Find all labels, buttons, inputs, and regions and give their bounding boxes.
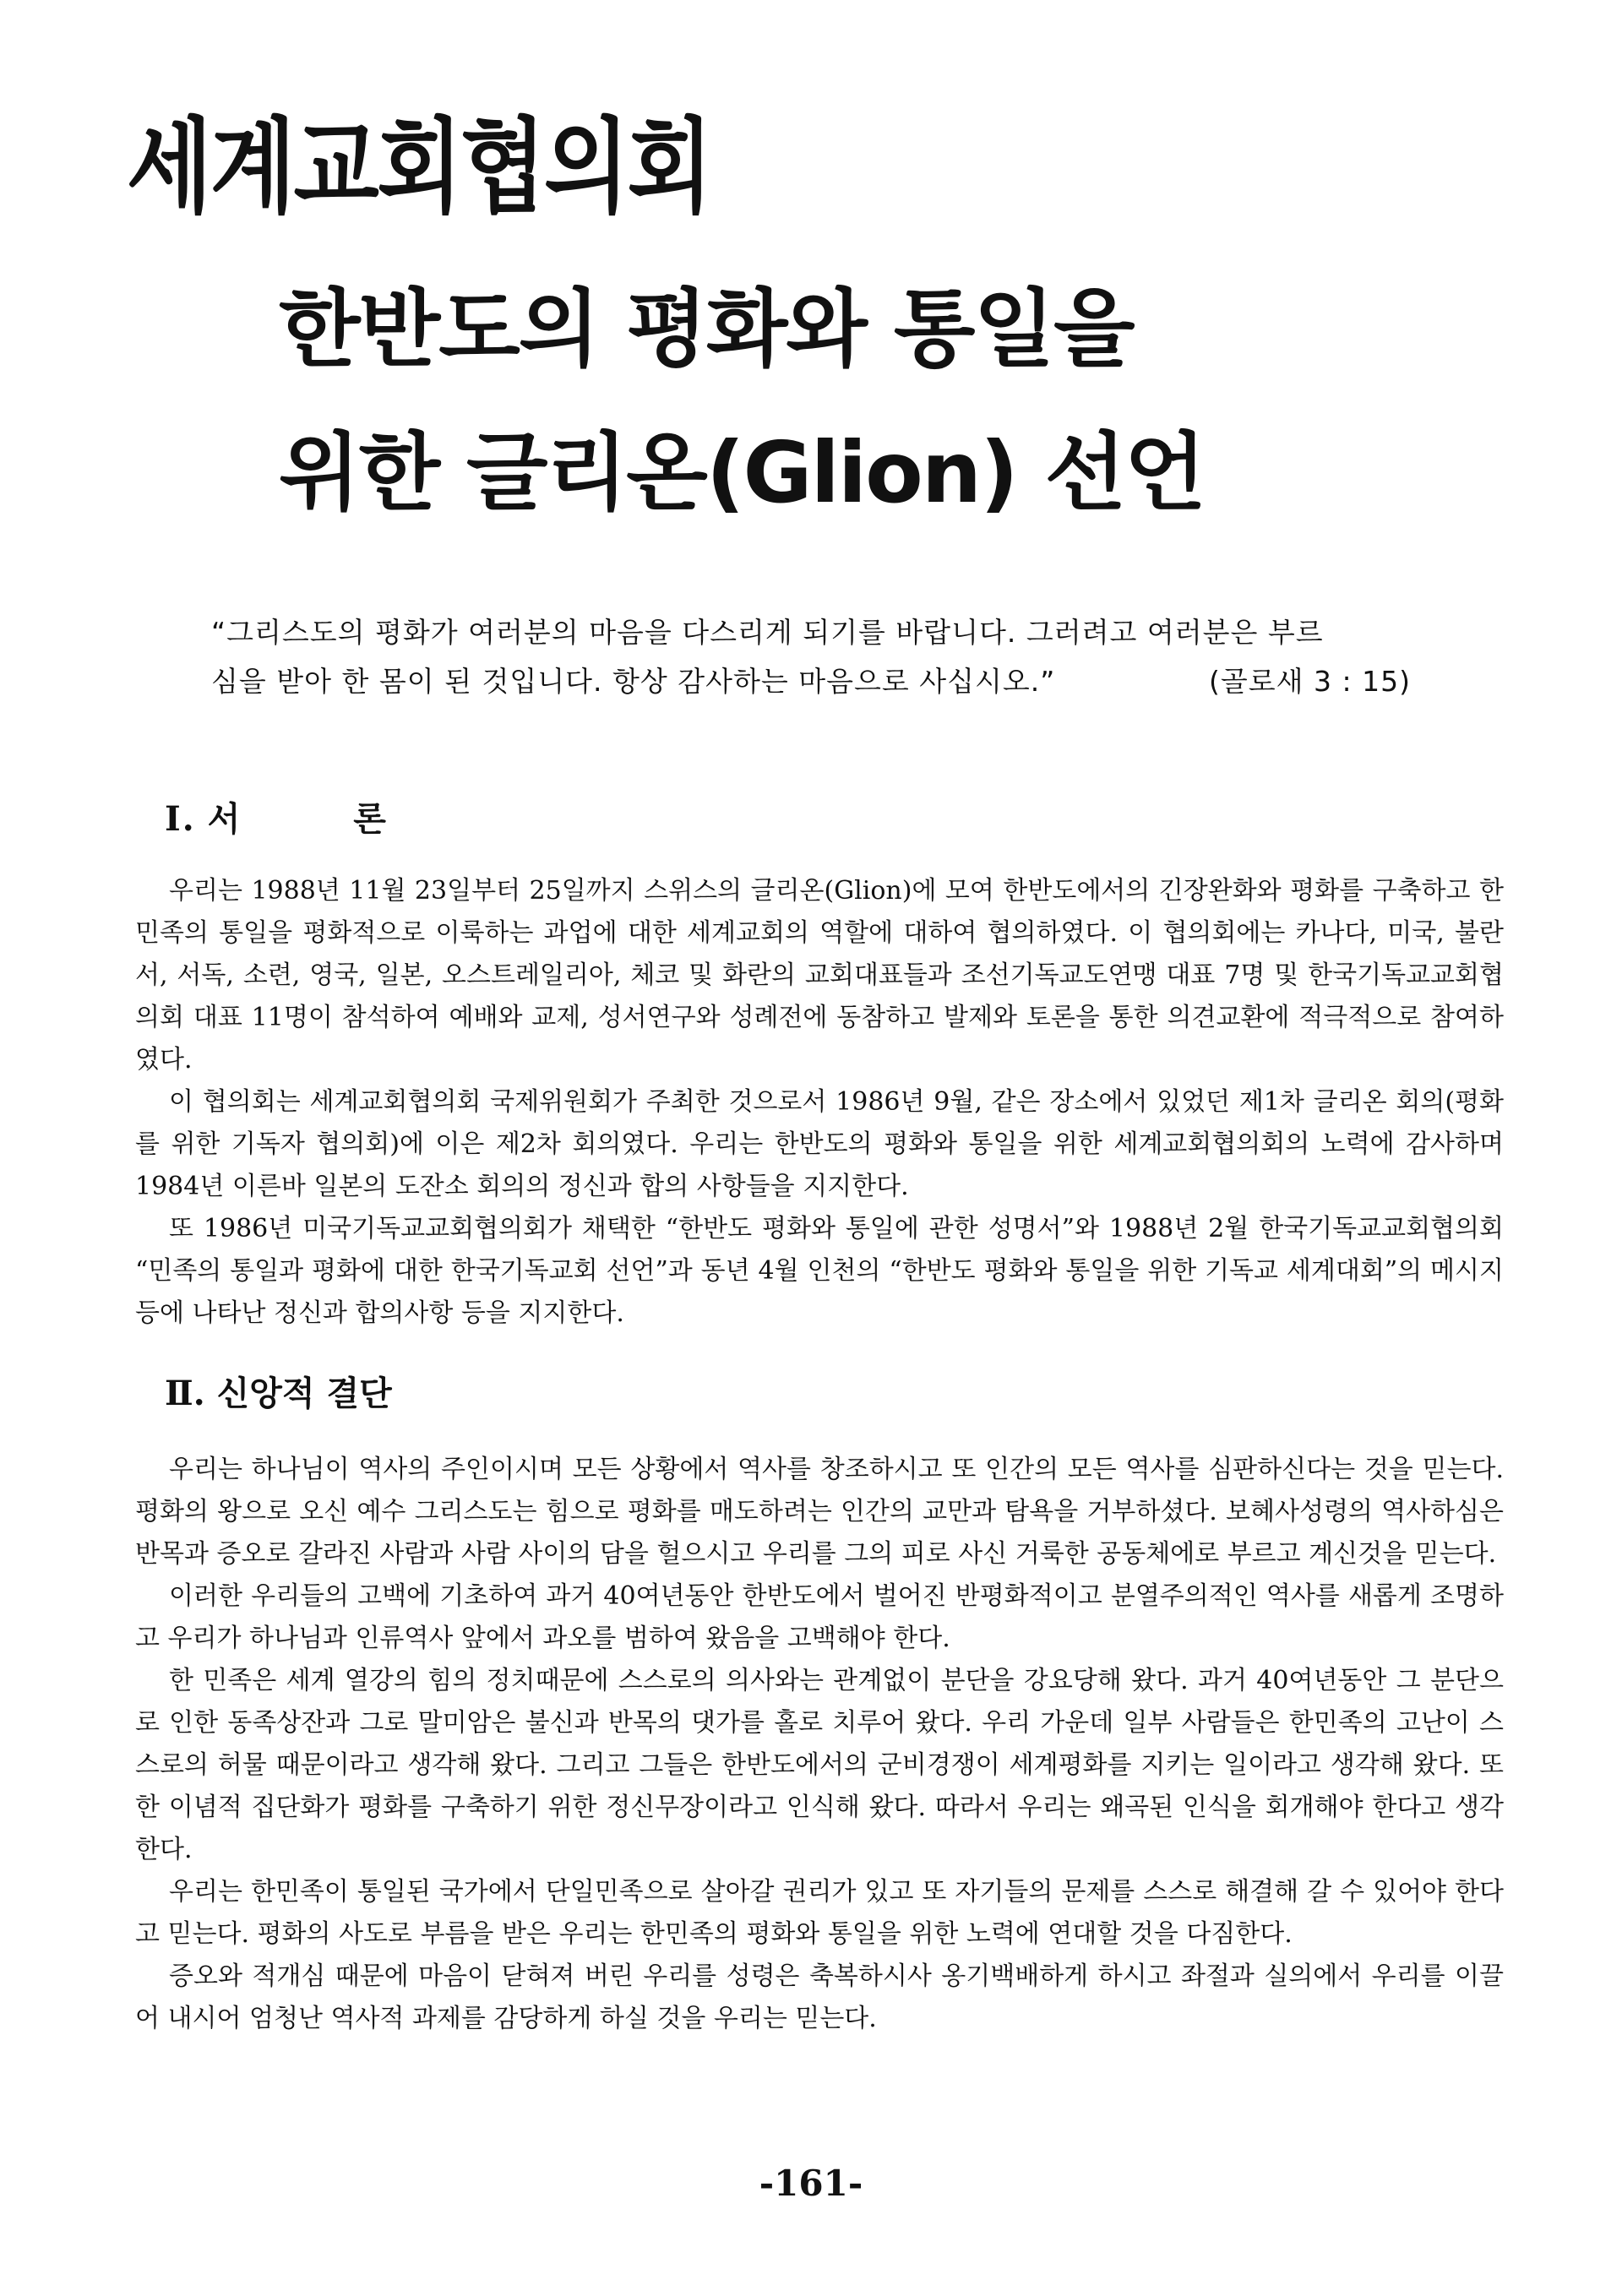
section-number: Ⅱ.: [165, 1374, 205, 1413]
epigraph-line-2: [211, 657, 1428, 706]
epigraph-line-1: “그리스도의 평화가 여러분의 마음을 다스리게 되기를 바랍니다. 그러려고 여러분은 부르: [211, 616, 1324, 649]
paragraph: 이 협의회는 세계교회협의회 국제위원회가 주최한 것으로서 1986년 9월, 같은 장소에서 있었던 제1차 글리온 회의(평화를 위한 기독자 협의회)에 이은 제2차 회의였다. 우리는 한반도의 평화와 통일을 위한 세계교회협의회의 노력에 감사하며 1984년 이른바 일본의 도잔소 회의의 정신과 합의 사항들을 지지한다.: [135, 1087, 1504, 1201]
page-number: -161-: [759, 2163, 863, 2204]
section-heading-introduction: [165, 794, 437, 845]
document-subtitle-line-2: 위한 글리온(Glion) 선언: [279, 423, 1205, 522]
section-body-introduction: [135, 870, 1504, 1335]
section-body-faith-decision: [135, 1449, 1504, 2040]
paragraph: 한 민족은 세계 열강의 힘의 정치때문에 스스로의 의사와는 관계없이 분단을 강요당해 왔다. 과거 40여년동안 그 분단으로 인한 동족상잔과 그로 말미암은 불신과 반목의 댓가를 홀로 치루어 왔다. 우리 가운데 일부 사람들은 한민족의 고난이 스스로의 허물 때문이라고 생각해 왔다. 그리고 그들은 한반도에서의 군비경쟁이 세계평화를 지키는 일이라고 생각해 왔다. 또한 이념적 집단화가 평화를 구축하기 위한 정신무장이라고 인식해 왔다. 따라서 우리는 왜곡된 인식을 회개해야 한다고 생각한다.: [135, 1666, 1504, 1864]
epigraph-quote: [211, 608, 1428, 706]
paragraph: 이러한 우리들의 고백에 기초하여 과거 40여년동안 한반도에서 벌어진 반평화적이고 분열주의적인 역사를 새롭게 조명하고 우리가 하나님과 인류역사 앞에서 과오를 범하여 왔음을 고백해야 한다.: [135, 1581, 1504, 1653]
epigraph-reference: (골로새 3 : 15): [1209, 665, 1411, 698]
epigraph-line-2-text: 심을 받아 한 몸이 된 것입니다. 항상 감사하는 마음으로 사십시오.”: [211, 665, 1056, 698]
section-number: Ⅰ.: [165, 799, 196, 839]
paragraph: 우리는 1988년 11월 23일부터 25일까지 스위스의 글리온(Glion)에 모여 한반도에서의 긴장완화와 평화를 구축하고 한 민족의 통일을 평화적으로 이룩하는 과업에 대한 세계교회의 역할에 대하여 협의하였다. 이 협의회에는 카나다, 미국, 불란서, 서독, 소련, 영국, 일본, 오스트레일리아, 체코 및 화란의 교회대표들과 조선기독교도연맹 대표 7명 및 한국기독교교회협의회 대표 11명이 참석하여 예배와 교제, 성서연구와 성례전에 동참하고 발제와 토론을 통한 의견교환에 적극적으로 참여하였다.: [135, 876, 1504, 1075]
paragraph: 우리는 하나님이 역사의 주인이시며 모든 상황에서 역사를 창조하시고 또 인간의 모든 역사를 심판하신다는 것을 믿는다. 평화의 왕으로 오신 예수 그리스도는 힘으로 평화를 매도하려는 인간의 교만과 탐욕을 거부하셨다. 보혜사성령의 역사하심은 반목과 증오로 갈라진 사람과 사람 사이의 담을 헐으시고 우리를 그의 피로 사신 거룩한 공동체에로 부르고 계신것을 믿는다.: [135, 1455, 1504, 1569]
paragraph: 또 1986년 미국기독교교회협의회가 채택한 “한반도 평화와 통일에 관한 성명서”와 1988년 2월 한국기독교교회협의회 “민족의 통일과 평화에 대한 한국기독교회 선언”과 동년 4월 인천의 “한반도 평화와 통일을 위한 기독교 세계대회”의 메시지 등에 나타난 정신과 합의사항 등을 지지한다.: [135, 1214, 1504, 1328]
section-title: 서 론: [207, 800, 437, 839]
section-title: 신앙적 결단: [216, 1374, 392, 1413]
document-title: 세계교회협의회: [127, 107, 711, 227]
paragraph: 증오와 적개심 때문에 마음이 닫혀져 버린 우리를 성령은 축복하시사 옹기백배하게 하시고 좌절과 실의에서 우리를 이끌어 내시어 엄청난 역사적 과제를 감당하게 하실 것을 우리는 믿는다.: [135, 1961, 1504, 2033]
paragraph: 우리는 한민족이 통일된 국가에서 단일민족으로 살아갈 권리가 있고 또 자기들의 문제를 스스로 해결해 갈 수 있어야 한다고 믿는다. 평화의 사도로 부름을 받은 우리는 한민족의 평화와 통일을 위한 노력에 연대할 것을 다짐한다.: [135, 1877, 1504, 1949]
section-heading-faith-decision: [165, 1368, 392, 1419]
document-subtitle-line-1: 한반도의 평화와 통일을: [279, 280, 1134, 378]
